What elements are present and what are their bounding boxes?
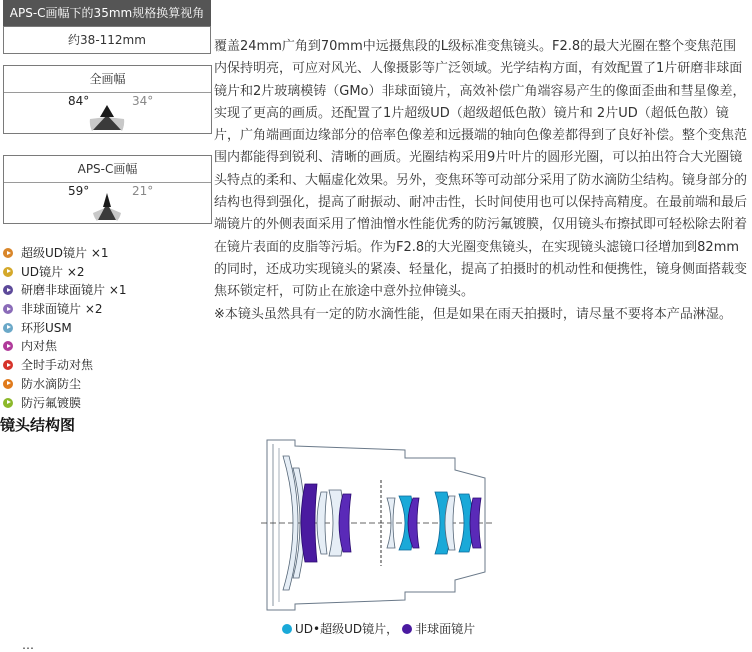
focal-range: 约38-112mm xyxy=(3,26,211,54)
aps-c-angle-diagram xyxy=(4,183,211,223)
feature-item: UD镜片 ×2 xyxy=(3,263,213,282)
arrow-bullet-icon xyxy=(3,248,13,258)
arrow-bullet-icon xyxy=(3,379,13,389)
arrow-bullet-icon xyxy=(3,398,13,408)
lens-description xyxy=(214,36,748,326)
feature-item: 超级UD镜片 ×1 xyxy=(3,244,213,263)
aps-c-angle-icon xyxy=(4,183,209,223)
diagram-legend xyxy=(282,620,475,637)
full-frame-wide-angle: 84° xyxy=(68,94,90,108)
feature-item: 研磨非球面镜片 ×1 xyxy=(3,281,213,300)
aps-conversion-title: APS-C画幅下的35mm规格换算视角 xyxy=(3,0,211,26)
aps-c-wide-angle: 59° xyxy=(68,184,90,198)
arrow-bullet-icon xyxy=(3,341,13,351)
full-frame-angle-diagram xyxy=(4,93,211,133)
description-note: ※本镜头虽然具有一定的防水滴性能，但是如果在雨天拍摄时，请尽量不要将本产品淋湿。 xyxy=(214,306,732,322)
aps-c-tele-angle: 21° xyxy=(132,184,154,198)
structure-section-title: 镜头结构图 xyxy=(0,416,76,434)
ud-legend-swatch xyxy=(282,624,292,634)
arrow-bullet-icon xyxy=(3,360,13,370)
feature-item: 防污氟镀膜 xyxy=(3,394,213,413)
arrow-bullet-icon xyxy=(3,285,13,295)
left-column xyxy=(3,0,211,54)
full-frame-angle-icon xyxy=(4,93,209,133)
feature-item: 环形USM xyxy=(3,319,213,338)
full-frame-title: 全画幅 xyxy=(4,66,211,93)
aps-c-angle-box xyxy=(3,155,212,224)
aspherical-legend-label: 非球面镜片 xyxy=(415,622,476,636)
cut-off-footer-text: … xyxy=(22,638,34,652)
description-paragraph: 覆盖24mm广角到70mm中远摄焦段的L级标准变焦镜头。F2.8的最大光圈在整个变焦范围内保持明亮，可应对风光、人像摄影等广泛领域。光学结构方面，有效配置了1片研磨非球面镜片和2片玻璃模铸（GMo）非球面镜片，高效补偿广角端容易产生的像面歪曲和彗星像差，实现了更高的画质。还配置了1片超级UD（超级超低色散）镜片和 2片UD（超低色散）镜片，广角端画面边缘部分的倍率色像差和远摄端的轴向色像差都得到了良好补偿。整个变焦范围内都能得到锐利、清晰的画质。光圈结构采用9片叶片的圆形光圈，可以拍出符合大光圈镜头特点的柔和、大幅虚化效果。另外，变焦环等可动部分采用了防水滴防尘结构。镜身部分的结构也得到强化，提高了耐振动、耐冲击性，长时间使用也可以保持高精度。在最前端和最后端镜片的外侧表面采用了憎油憎水性能优秀的防污氟镀膜，仅用镜头布擦拭即可轻松除去附着在镜片表面的皮脂等污垢。作为F2.8的大光圈变焦镜头，在实现镜头滤镜口径增加到82mm的同时，还成功实现镜头的紧凑、轻量化，提高了拍摄时的机动性和便携性，镜身侧面搭载变焦环锁定杆，可防止在旅途中意外拉伸镜头。 xyxy=(214,39,748,300)
aps-c-title: APS-C画幅 xyxy=(4,156,211,183)
ud-legend-label: UD•超级UD镜片， xyxy=(295,622,399,636)
full-frame-angle-box xyxy=(3,65,212,134)
aspherical-legend-swatch xyxy=(402,624,412,634)
arrow-bullet-icon xyxy=(3,323,13,333)
feature-item: 全时手动对焦 xyxy=(3,356,213,375)
feature-item: 非球面镜片 ×2 xyxy=(3,300,213,319)
arrow-bullet-icon xyxy=(3,267,13,277)
feature-list xyxy=(3,244,213,412)
lens-structure-diagram xyxy=(255,432,500,618)
feature-item: 内对焦 xyxy=(3,337,213,356)
arrow-bullet-icon xyxy=(3,304,13,314)
full-frame-tele-angle: 34° xyxy=(132,94,154,108)
feature-item: 防水滴防尘 xyxy=(3,375,213,394)
